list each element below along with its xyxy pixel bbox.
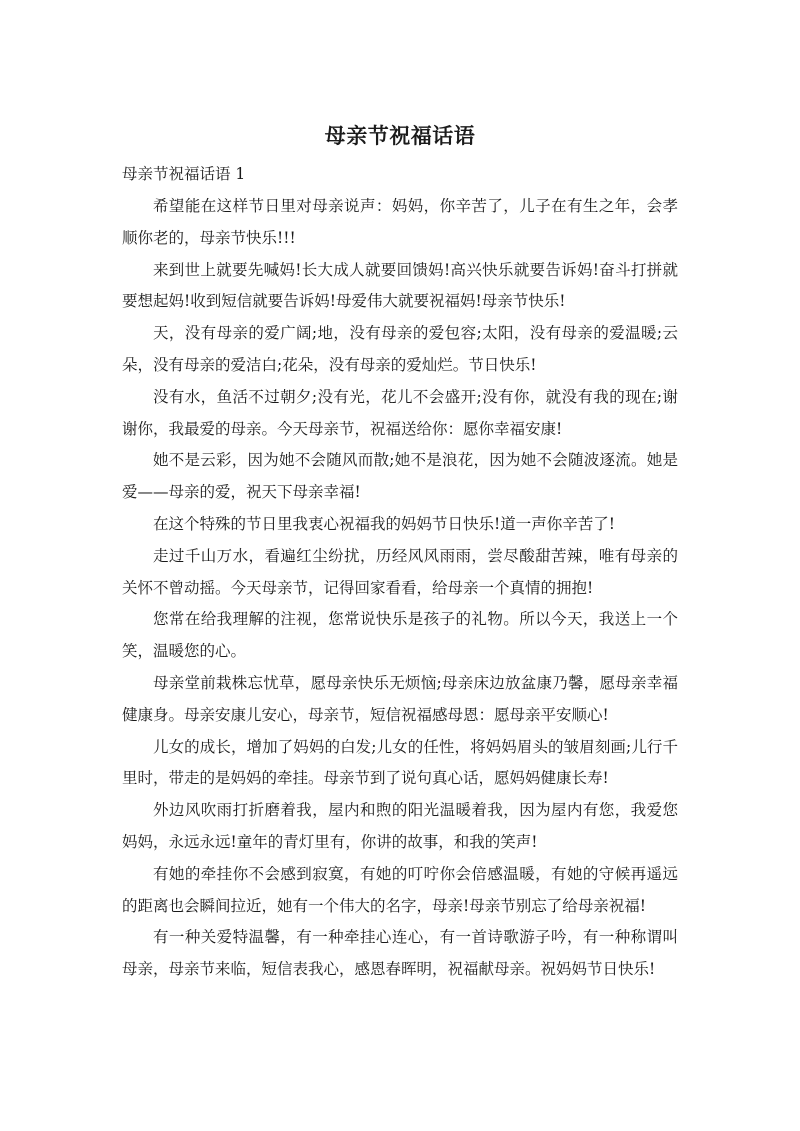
paragraph-2: 来到世上就要先喊妈!长大成人就要回馈妈!高兴快乐就要告诉妈!奋斗打拼就要想起妈!收到短信就要告诉妈!母爱伟大就要祝福妈!母亲节快乐! (122, 260, 678, 311)
document-body (122, 191, 678, 986)
paragraph-4: 没有水，鱼活不过朝夕;没有光，花儿不会盛开;没有你，就没有我的现在;谢谢你，我最爱的母亲。今天母亲节，祝福送给你：愿你幸福安康! (122, 387, 678, 438)
paragraph-1: 希望能在这样节日里对母亲说声：妈妈，你辛苦了，儿子在有生之年，会孝顺你老的，母亲节快乐!!! (122, 197, 678, 247)
paragraph-12: 有她的牵挂你不会感到寂寞，有她的叮咛你会倍感温暖，有她的守候再遥远的距离也会瞬间拉近，她有一个伟大的名字，母亲!母亲节别忘了给母亲祝福! (122, 864, 678, 915)
paragraph-10: 儿女的成长，增加了妈妈的白发;儿女的任性，将妈妈眉头的皱眉刻画;儿行千里时，带走的是妈妈的牵挂。母亲节到了说句真心话，愿妈妈健康长寿! (122, 737, 678, 788)
paragraph-6: 在这个特殊的节日里我衷心祝福我的妈妈节日快乐!道一声你辛苦了! (153, 514, 615, 533)
paragraph-9: 母亲堂前栽株忘忧草，愿母亲快乐无烦恼;母亲床边放盆康乃馨，愿母亲幸福健康身。母亲安康儿安心，母亲节，短信祝福感母恩：愿母亲平安顺心! (122, 673, 678, 724)
paragraph-3: 天，没有母亲的爱广阔;地，没有母亲的爱包容;太阳，没有母亲的爱温暖;云朵，没有母亲的爱洁白;花朵，没有母亲的爱灿烂。节日快乐! (122, 324, 678, 374)
paragraph-13: 有一种关爱特温馨，有一种牵挂心连心，有一首诗歌游子吟，有一种称谓叫母亲，母亲节来临，短信表我心，感恩春晖明，祝福献母亲。祝妈妈节日快乐! (122, 928, 678, 979)
paragraph-7: 走过千山万水，看遍红尘纷扰，历经风风雨雨，尝尽酸甜苦辣，唯有母亲的关怀不曾动摇。今天母亲节，记得回家看看，给母亲一个真情的拥抱! (122, 546, 678, 597)
paragraph-11: 外边风吹雨打折磨着我，屋内和煦的阳光温暖着我，因为屋内有您，我爱您妈妈，永远永远!童年的青灯里有，你讲的故事，和我的笑声! (122, 801, 678, 851)
paragraph-8: 您常在给我理解的注视，您常说快乐是孩子的礼物。所以今天，我送上一个笑，温暖您的心。 (122, 610, 678, 661)
paragraph-5: 她不是云彩，因为她不会随风而散;她不是浪花，因为她不会随波逐流。她是爱——母亲的爱，祝天下母亲幸福! (122, 451, 678, 502)
section-heading: 母亲节祝福话语 1 (122, 165, 246, 183)
document-title: 母亲节祝福话语 (324, 124, 476, 148)
